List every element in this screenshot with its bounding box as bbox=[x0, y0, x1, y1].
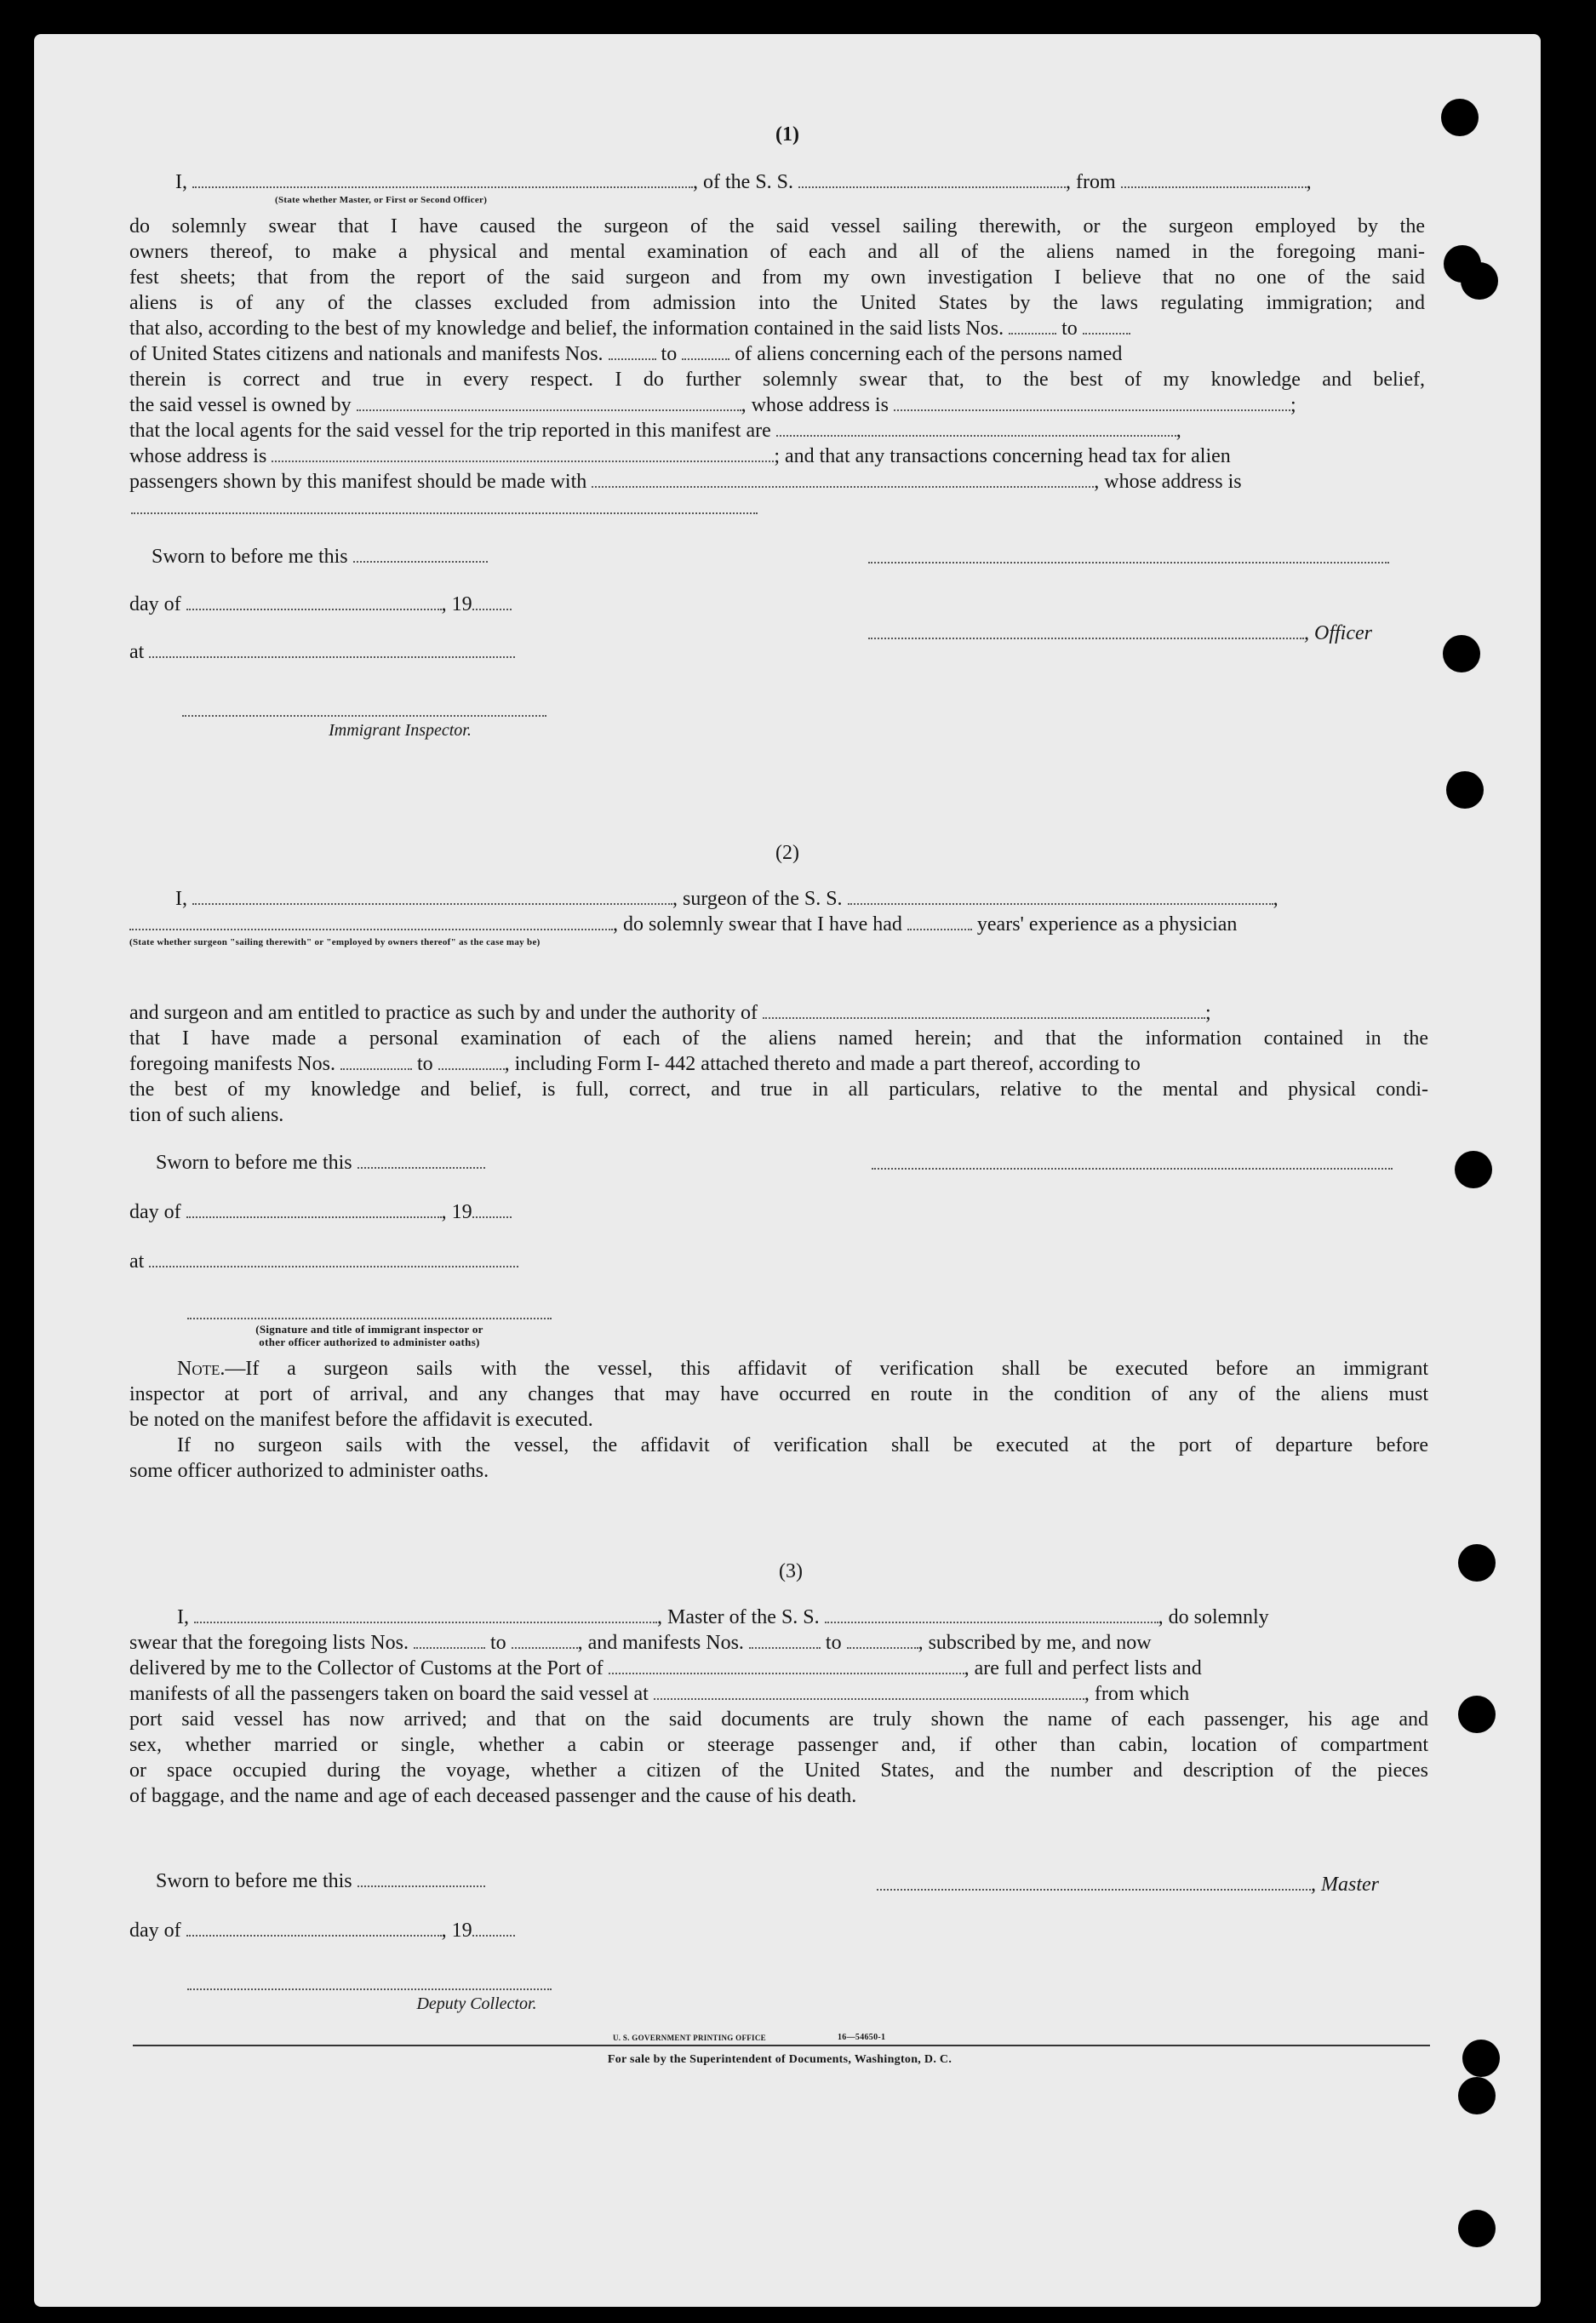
s1-owned-line bbox=[129, 393, 1296, 417]
deputy-collector-label: Deputy Collector. bbox=[416, 1994, 537, 2013]
s2-i: I, bbox=[175, 888, 187, 910]
s1-of-ss: , of the S. S. bbox=[693, 171, 794, 193]
sale-notice: For sale by the Superintendent of Documents, Washington, D. C. bbox=[607, 2053, 952, 2066]
note-line: be noted on the manifest before the affidavit is executed. bbox=[129, 1409, 593, 1431]
s1-at-text: at bbox=[129, 641, 145, 663]
s3-line-3 bbox=[129, 1656, 1202, 1680]
note2-line: If no surgeon sails with the vessel, the affidavit of verification shall be executed at the port of departure before bbox=[177, 1434, 1428, 1456]
form-page bbox=[34, 34, 1541, 2307]
punch-hole bbox=[1462, 2040, 1500, 2077]
note2-line: some officer authorized to administer oaths. bbox=[129, 1460, 489, 1482]
owner-field[interactable] bbox=[357, 394, 741, 411]
s1-whose-line bbox=[129, 444, 1231, 468]
s3-from-which-text: , from which bbox=[1084, 1683, 1190, 1705]
s1-comma: , bbox=[1306, 171, 1312, 193]
punch-hole bbox=[1455, 1151, 1492, 1188]
s3-day-line bbox=[129, 1919, 515, 1943]
s1-lists-text: that also, according to the best of my knowledge and belief, the information contained in the said lists Nos. bbox=[129, 318, 1004, 340]
s2-swear-text: , do solemnly swear that I have had bbox=[613, 913, 902, 935]
section-2-number: (2) bbox=[775, 842, 799, 864]
s3-sworn-line bbox=[156, 1869, 485, 1893]
lists-to-field[interactable] bbox=[1083, 318, 1130, 335]
s3-text-line: or space occupied during the voyage, whether a citizen of the United States, and the number and description of the pieces bbox=[129, 1759, 1428, 1782]
s3-lists-from-field[interactable] bbox=[414, 1632, 485, 1649]
s1-text-line: therein is correct and true in every respect. I do further solemnly swear that, to the best of my knowledge and belief, bbox=[129, 369, 1425, 391]
section-1-number: (1) bbox=[775, 123, 799, 146]
section-3-number: (3) bbox=[779, 1560, 803, 1582]
surgeon-note: (State whether surgeon "sailing therewith" or "employed by owners thereof" as the case may be) bbox=[129, 937, 541, 947]
s2-line-2 bbox=[129, 913, 1237, 936]
s1-i: I, bbox=[175, 171, 187, 193]
s1-to: to bbox=[661, 343, 678, 365]
note-label: Note. bbox=[177, 1358, 226, 1380]
year-field[interactable] bbox=[472, 593, 512, 610]
s1-citizens-text: of United States citizens and nationals and manifests Nos. bbox=[129, 343, 604, 365]
s3-master-sign-line bbox=[877, 1873, 1379, 1897]
lists-from-field[interactable] bbox=[1009, 318, 1056, 335]
s2-line-1 bbox=[175, 887, 1279, 911]
printing-office-label: U. S. GOVERNMENT PRINTING OFFICE bbox=[613, 2034, 766, 2042]
day-month-field[interactable] bbox=[186, 593, 442, 610]
sworn-day-field[interactable] bbox=[353, 546, 488, 563]
s1-officer-line bbox=[868, 621, 1372, 645]
agents-address-field[interactable] bbox=[272, 445, 774, 462]
s3-sworn-day-field[interactable] bbox=[358, 1870, 485, 1887]
s2-foregoing-text: foregoing manifests Nos. bbox=[129, 1053, 335, 1075]
note-line-1 bbox=[177, 1357, 1428, 1381]
s2-authority-line bbox=[129, 1001, 1211, 1025]
s2-year-text: , 19 bbox=[441, 1201, 472, 1223]
surgeon-status-field[interactable] bbox=[129, 913, 613, 930]
s3-text-line: port said vessel has now arrived; and that on the said documents are truly shown the name of each passenger, his age and bbox=[129, 1708, 1428, 1731]
s1-passengers-text: passengers shown by this manifest should be made with bbox=[129, 471, 587, 493]
s2-inspector-signature-line[interactable] bbox=[187, 1318, 552, 1319]
s1-from: , from bbox=[1066, 171, 1116, 193]
s3-lists-to-field[interactable] bbox=[512, 1632, 578, 1649]
s1-semicolon: ; bbox=[1290, 394, 1296, 416]
s3-lists-text: swear that the foregoing lists Nos. bbox=[129, 1632, 409, 1654]
s1-aliens-text: of aliens concerning each of the persons named bbox=[735, 343, 1123, 365]
master-signature-field[interactable] bbox=[877, 1874, 1311, 1891]
punch-hole bbox=[1458, 2077, 1496, 2114]
s1-owned-text: the said vessel is owned by bbox=[129, 394, 352, 416]
s1-year-text: , 19 bbox=[441, 593, 472, 615]
s1-sworn-text: Sworn to before me this bbox=[152, 546, 348, 568]
s1-text-line: aliens is of any of the classes excluded from admission into the United States by the laws regulating immigration; and bbox=[129, 292, 1425, 314]
s2-day-text: day of bbox=[129, 1201, 181, 1223]
s1-to: to bbox=[1061, 318, 1078, 340]
master-label: , Master bbox=[1311, 1874, 1379, 1896]
master-note: (State whether Master, or First or Second Officer) bbox=[275, 195, 488, 205]
s3-solemnly-text: , do solemnly bbox=[1158, 1606, 1269, 1628]
s3-line-1 bbox=[177, 1605, 1269, 1629]
s2-text-line: that I have made a personal examination of each of the aliens named herein; and that the information contained in the bbox=[129, 1027, 1428, 1050]
boarding-port-field[interactable] bbox=[654, 1683, 1084, 1700]
s3-i: I, bbox=[177, 1606, 189, 1628]
officer-signature-line[interactable] bbox=[868, 562, 1389, 564]
punch-hole bbox=[1446, 771, 1484, 809]
s3-sworn-text: Sworn to before me this bbox=[156, 1870, 352, 1892]
s3-board-text: manifests of all the passengers taken on board the said vessel at bbox=[129, 1683, 649, 1705]
manifests-to-field[interactable] bbox=[682, 343, 729, 360]
s1-sworn-line bbox=[152, 545, 488, 569]
s1-agents-text: that the local agents for the said vessel for the trip reported in this manifest are bbox=[129, 420, 771, 442]
s1-citizens-line bbox=[129, 342, 1122, 366]
s2-form-text: , including Form I- 442 attached thereto and made a part thereof, according to bbox=[504, 1053, 1141, 1075]
s2-sworn-day-field[interactable] bbox=[358, 1152, 485, 1169]
years-experience-field[interactable] bbox=[907, 913, 972, 930]
immigrant-inspector-label: Immigrant Inspector. bbox=[329, 721, 472, 740]
s1-head-tax-text: ; and that any transactions concerning head tax for alien bbox=[774, 445, 1231, 467]
owner-address-field[interactable] bbox=[894, 394, 1290, 411]
punch-hole bbox=[1443, 635, 1480, 672]
punch-hole bbox=[1458, 1544, 1496, 1582]
s3-subscribed-text: , subscribed by me, and now bbox=[918, 1632, 1152, 1654]
s3-perfect-text: , are full and perfect lists and bbox=[964, 1657, 1202, 1679]
s3-day-month-field[interactable] bbox=[186, 1920, 442, 1937]
port-field[interactable] bbox=[609, 1657, 964, 1674]
s2-years-text: years' experience as a physician bbox=[976, 913, 1238, 935]
s2-authority-text: and surgeon and am entitled to practice as such by and under the authority of bbox=[129, 1002, 758, 1024]
s2-sworn-line bbox=[156, 1151, 485, 1175]
s1-comma: , bbox=[1176, 420, 1181, 442]
s1-whose-address: , whose address is bbox=[741, 394, 889, 416]
authority-field[interactable] bbox=[763, 1002, 1205, 1019]
s2-sworn-text: Sworn to before me this bbox=[156, 1152, 352, 1174]
at-place-field[interactable] bbox=[149, 641, 515, 658]
s1-line-1 bbox=[175, 170, 1312, 194]
s1-text-line: fest sheets; that from the report of the said surgeon and from my own investigation I believe that no one of the said bbox=[129, 266, 1425, 289]
s3-year-field[interactable] bbox=[472, 1920, 515, 1937]
deputy-signature-line[interactable] bbox=[187, 1988, 552, 1990]
s3-text-line: of baggage, and the name and age of each deceased passenger and the cause of his death. bbox=[129, 1785, 857, 1807]
punch-hole bbox=[1461, 262, 1498, 300]
s2-foregoing-line bbox=[129, 1052, 1141, 1076]
footer-rule bbox=[133, 2045, 1430, 2046]
s1-text-line: do solemnly swear that I have caused the surgeon of the said vessel sailing therewith, or the surgeon employed by the bbox=[129, 215, 1425, 237]
s2-surgeon-text: , surgeon of the S. S. bbox=[672, 888, 843, 910]
inspector-signature-line[interactable] bbox=[182, 715, 546, 717]
agents-field[interactable] bbox=[776, 420, 1176, 437]
s2-semicolon: ; bbox=[1205, 1002, 1211, 1024]
s2-at-line bbox=[129, 1250, 518, 1273]
s2-day-line bbox=[129, 1200, 512, 1224]
s2-at-place-field[interactable] bbox=[149, 1250, 518, 1267]
master-name-field[interactable] bbox=[194, 1606, 657, 1623]
s2-text-line: tion of such aliens. bbox=[129, 1104, 284, 1126]
signature-note-2: other officer authorized to administer oaths) bbox=[259, 1336, 480, 1348]
s1-agents-line bbox=[129, 419, 1181, 443]
s1-whose-address: , whose address is bbox=[1094, 471, 1242, 493]
signature-note-1: (Signature and title of immigrant inspector or bbox=[255, 1323, 483, 1336]
s3-to: to bbox=[825, 1632, 842, 1654]
s1-lists-line bbox=[129, 317, 1130, 340]
punch-hole bbox=[1458, 2210, 1496, 2247]
s3-year-text: , 19 bbox=[441, 1920, 472, 1942]
s1-whose-text: whose address is bbox=[129, 445, 267, 467]
s1-day-line bbox=[129, 592, 512, 616]
punch-hole bbox=[1441, 99, 1479, 136]
s3-vessel-field[interactable] bbox=[825, 1606, 1158, 1623]
form-number: 16—54650-1 bbox=[838, 2033, 886, 2042]
s2-year-field[interactable] bbox=[472, 1201, 512, 1218]
s2-day-month-field[interactable] bbox=[186, 1201, 442, 1218]
s3-manifests-from-field[interactable] bbox=[749, 1632, 821, 1649]
s2-at-text: at bbox=[129, 1250, 145, 1273]
s2-manifests-from-field[interactable] bbox=[340, 1053, 412, 1070]
note-text: —If a surgeon sails with the vessel, this affidavit of verification shall be executed before an immigrant bbox=[225, 1358, 1428, 1380]
officer-label: , Officer bbox=[1304, 622, 1372, 644]
s1-passengers-line bbox=[129, 470, 1242, 494]
s2-to: to bbox=[416, 1053, 433, 1075]
manifests-from-field[interactable] bbox=[609, 343, 656, 360]
head-tax-address-field[interactable] bbox=[131, 512, 758, 514]
s1-text-line: owners thereof, to make a physical and mental examination of each and all of the aliens named in the foregoing mani- bbox=[129, 241, 1425, 263]
s2-text-line: the best of my knowledge and belief, is full, correct, and true in all particulars, relative to the mental and physical condi- bbox=[129, 1079, 1428, 1101]
officer-name-field[interactable] bbox=[192, 171, 693, 188]
from-port-field[interactable] bbox=[1121, 171, 1307, 188]
s2-vessel-field[interactable] bbox=[848, 888, 1273, 905]
s1-at-line bbox=[129, 640, 515, 664]
s3-line-2 bbox=[129, 1631, 1152, 1655]
s3-to: to bbox=[489, 1632, 506, 1654]
note-line: inspector at port of arrival, and any changes that may have occurred en route in the condition of any of the aliens must bbox=[129, 1383, 1428, 1405]
s3-line-4 bbox=[129, 1682, 1189, 1706]
s3-delivered-text: delivered by me to the Collector of Customs at the Port of bbox=[129, 1657, 604, 1679]
surgeon-name-field[interactable] bbox=[192, 888, 672, 905]
s2-comma: , bbox=[1273, 888, 1279, 910]
s3-master-text: , Master of the S. S. bbox=[657, 1606, 820, 1628]
s3-day-text: day of bbox=[129, 1920, 181, 1942]
surgeon-signature-line[interactable] bbox=[872, 1168, 1393, 1170]
vessel-name-field[interactable] bbox=[798, 171, 1066, 188]
s3-manifests-to-field[interactable] bbox=[847, 1632, 918, 1649]
officer-title-field[interactable] bbox=[868, 622, 1304, 639]
s1-day-text: day of bbox=[129, 593, 181, 615]
punch-hole bbox=[1458, 1696, 1496, 1733]
s3-manifests-text: , and manifests Nos. bbox=[577, 1632, 744, 1654]
s3-text-line: sex, whether married or single, whether a cabin or steerage passenger and, if other than cabin, location of compartment bbox=[129, 1734, 1428, 1756]
s2-manifests-to-field[interactable] bbox=[438, 1053, 505, 1070]
head-tax-party-field[interactable] bbox=[592, 471, 1094, 488]
